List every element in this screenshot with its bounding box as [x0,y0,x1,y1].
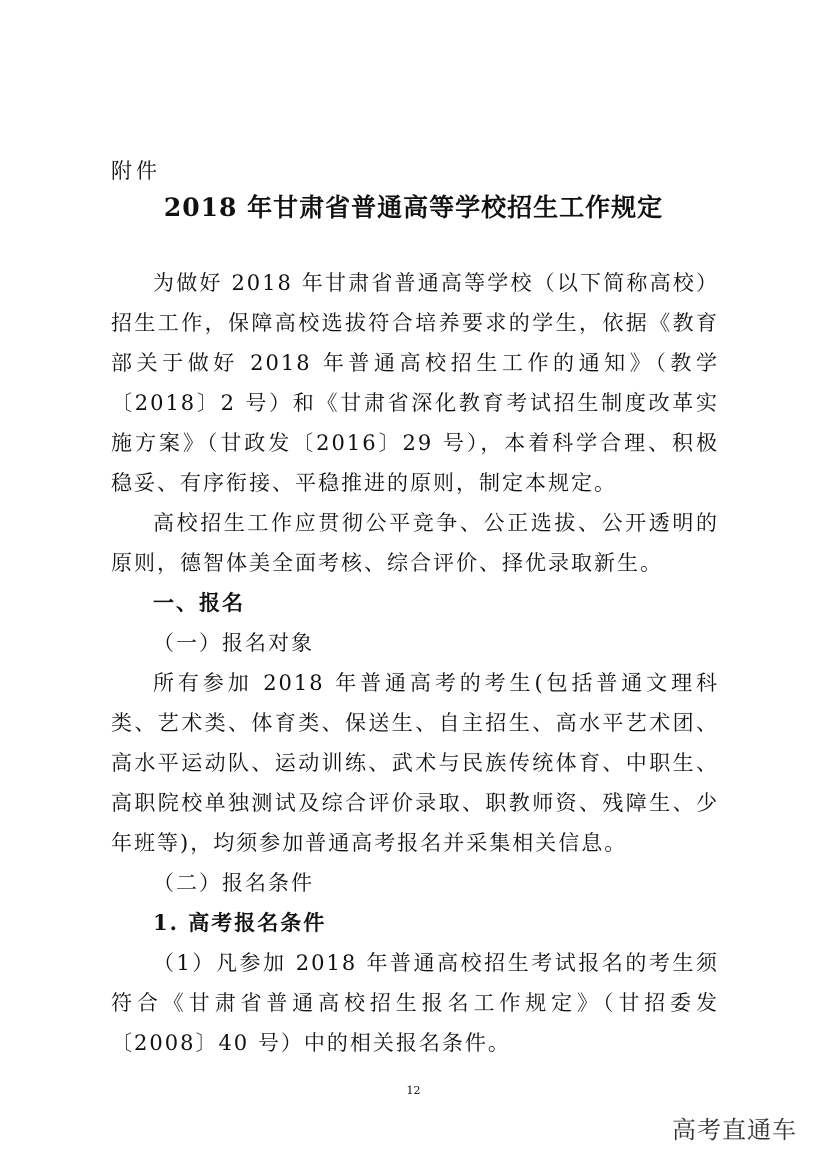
section-heading-registration: 一、报名 [153,590,245,615]
document-body [111,263,719,1063]
watermark-text: 高考直通车 [672,1116,797,1144]
exam-conditions-paragraph: （1）凡参加 2018 年普通高校招生考试报名的考生须符合《甘肃省普通高校招生报名工作规定》（甘招委发〔2008〕40 号）中的相关报名条件。 [111,951,719,1055]
item-heading-exam-conditions: 1. 高考报名条件 [153,910,327,935]
page-number: 12 [406,1084,421,1097]
subsection-heading-applicants: （一）报名对象 [153,631,314,655]
intro-paragraph: 为做好 2018 年甘肃省普通高等学校（以下简称高校）招生工作，保障高校选拔符合培养要求的学生，依据《教育部关于做好 2018 年普通高校招生工作的通知》（教学〔2018〕2 号）和《甘肃省深化教育考试招生制度改革实施方案》（甘政发〔2016〕29 号），本着科学合理、积极稳妥、有序衔接、平稳推进的原则，制定本规定。 [111,271,719,495]
subsection-heading-conditions: （二）报名条件 [153,871,314,895]
attachment-label: 附件 [111,159,161,183]
document-title: 2018 年甘肃省普通高等学校招生工作规定 [163,193,664,222]
principle-paragraph: 高校招生工作应贯彻公平竞争、公正选拔、公开透明的原则，德智体美全面考核、综合评价、择优录取新生。 [111,511,719,575]
applicants-paragraph: 所有参加 2018 年普通高考的考生(包括普通文理科类、艺术类、体育类、保送生、自主招生、高水平艺术团、高水平运动队、运动训练、武术与民族传统体育、中职生、高职院校单独测试及综合评价录取、职教师资、残障生、少年班等)，均须参加普通高考报名并采集相关信息。 [111,671,719,855]
